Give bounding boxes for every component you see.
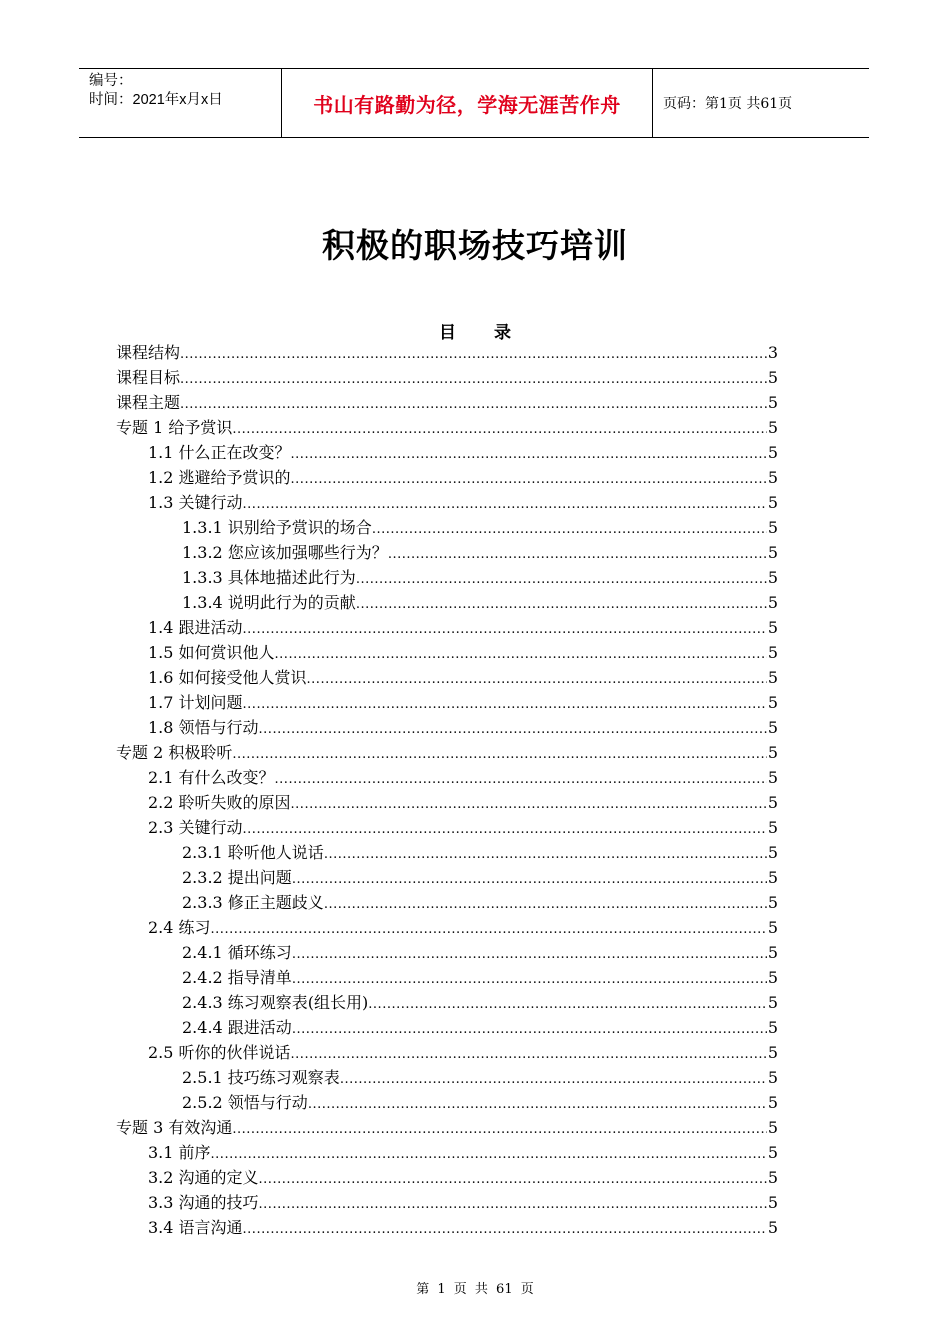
- toc-entry[interactable]: [116, 1115, 778, 1140]
- toc-entry[interactable]: [116, 690, 778, 715]
- toc-leader-dots: [368, 992, 767, 1017]
- toc-entry-text: 3.1 前序: [148, 1143, 211, 1162]
- toc-entry[interactable]: [116, 415, 778, 440]
- toc-entry[interactable]: [116, 390, 778, 415]
- toc-entry-page: 5: [767, 918, 778, 937]
- toc-entry[interactable]: [116, 540, 778, 565]
- toc-leader-dots: [388, 542, 767, 567]
- toc-leader-dots: [292, 967, 767, 992]
- page-header: [79, 68, 869, 138]
- toc-entry[interactable]: [116, 440, 778, 465]
- toc-leader-dots: [232, 742, 766, 767]
- toc-entry-page: 5: [767, 1043, 778, 1062]
- toc-entry-text: 2.1 有什么改变？: [148, 768, 275, 787]
- toc-entry-page: 5: [767, 368, 778, 387]
- toc-entry-page: 3: [767, 343, 778, 362]
- toc-leader-dots: [243, 1217, 767, 1242]
- toc-entry[interactable]: [116, 815, 778, 840]
- toc-leader-dots: [180, 342, 767, 367]
- toc-leader-dots: [259, 1192, 767, 1217]
- toc-entry[interactable]: [116, 465, 778, 490]
- toc-leader-dots: [372, 517, 767, 542]
- toc-leader-dots: [291, 467, 767, 492]
- toc-entry-page: 5: [767, 468, 778, 487]
- toc-entry[interactable]: [116, 1040, 778, 1065]
- toc-entry-text: 2.5 听你的伙伴说话: [148, 1043, 291, 1062]
- toc-entry-text: 1.3 关键行动: [148, 493, 243, 512]
- time-label: 时间：2021年x月x日: [89, 92, 223, 108]
- header-motto: 书山有路勤为径，学海无涯苦作舟: [281, 69, 653, 137]
- toc-entry-text: 2.5.1 技巧练习观察表: [182, 1068, 340, 1087]
- toc-heading-left: 目: [439, 323, 456, 343]
- toc-entry-page: 5: [767, 993, 778, 1012]
- toc-leader-dots: [291, 442, 767, 467]
- toc-entry-page: 5: [767, 1068, 778, 1087]
- toc-entry[interactable]: [116, 1065, 778, 1090]
- toc-entry-text: 2.3 关键行动: [148, 818, 243, 837]
- toc-entry-text: 1.3.2 您应该加强哪些行为？: [182, 543, 388, 562]
- toc-entry[interactable]: [116, 665, 778, 690]
- toc-entry-text: 1.2 逃避给予赏识的: [148, 468, 291, 487]
- toc-entry[interactable]: [116, 1215, 778, 1240]
- toc-entry-page: 5: [767, 443, 778, 462]
- toc-entry-text: 1.8 领悟与行动: [148, 718, 259, 737]
- toc-entry[interactable]: [116, 340, 778, 365]
- toc-entry[interactable]: [116, 490, 778, 515]
- toc-entry-page: 5: [767, 893, 778, 912]
- toc-leader-dots: [275, 767, 767, 792]
- toc-entry-text: 2.4.2 指导清单: [182, 968, 292, 987]
- toc-entry-text: 2.5.2 领悟与行动: [182, 1093, 308, 1112]
- table-of-contents: [116, 340, 778, 1240]
- toc-leader-dots: [211, 1142, 767, 1167]
- toc-entry-text: 3.2 沟通的定义: [148, 1168, 259, 1187]
- toc-leader-dots: [180, 367, 767, 392]
- header-meta: [79, 69, 281, 137]
- toc-entry[interactable]: [116, 765, 778, 790]
- toc-entry-page: 5: [767, 493, 778, 512]
- toc-entry-page: 5: [767, 1218, 778, 1237]
- toc-entry[interactable]: [116, 740, 778, 765]
- toc-leader-dots: [308, 1092, 767, 1117]
- toc-entry[interactable]: [116, 715, 778, 740]
- toc-entry[interactable]: [116, 1140, 778, 1165]
- toc-entry-page: 5: [767, 793, 778, 812]
- toc-entry[interactable]: [116, 790, 778, 815]
- toc-leader-dots: [243, 492, 767, 517]
- toc-leader-dots: [180, 392, 767, 417]
- toc-entry[interactable]: [116, 940, 778, 965]
- toc-entry[interactable]: [116, 615, 778, 640]
- toc-entry[interactable]: [116, 590, 778, 615]
- toc-entry-page: 5: [767, 818, 778, 837]
- toc-entry[interactable]: [116, 890, 778, 915]
- toc-entry-text: 专题 2 积极聆听: [116, 743, 233, 762]
- toc-leader-dots: [292, 942, 767, 967]
- toc-leader-dots: [291, 792, 767, 817]
- toc-entry-text: 2.4 练习: [148, 918, 211, 937]
- toc-entry-page: 5: [767, 393, 778, 412]
- toc-entry-page: 5: [767, 593, 778, 612]
- toc-entry-page: 5: [767, 718, 778, 737]
- toc-entry[interactable]: [116, 565, 778, 590]
- toc-entry[interactable]: [116, 990, 778, 1015]
- toc-entry-page: 5: [767, 518, 778, 537]
- toc-entry-text: 1.6 如何接受他人赏识: [148, 668, 307, 687]
- toc-entry-page: 5: [767, 843, 778, 862]
- toc-entry-text: 1.3.4 说明此行为的贡献: [182, 593, 356, 612]
- toc-leader-dots: [324, 892, 767, 917]
- toc-entry-text: 2.3.2 提出问题: [182, 868, 292, 887]
- toc-entry-text: 1.3.3 具体地描述此行为: [182, 568, 356, 587]
- toc-entry[interactable]: [116, 1090, 778, 1115]
- toc-entry-text: 2.4.4 跟进活动: [182, 1018, 292, 1037]
- toc-entry[interactable]: [116, 965, 778, 990]
- toc-entry-text: 2.2 聆听失败的原因: [148, 793, 291, 812]
- toc-entry-text: 2.3.1 聆听他人说话: [182, 843, 324, 862]
- toc-entry[interactable]: [116, 515, 778, 540]
- toc-entry-text: 课程主题: [116, 393, 181, 412]
- toc-entry-page: 5: [767, 1018, 778, 1037]
- toc-entry[interactable]: [116, 915, 778, 940]
- toc-entry-page: 5: [767, 943, 778, 962]
- toc-leader-dots: [275, 642, 767, 667]
- toc-leader-dots: [292, 1017, 767, 1042]
- toc-leader-dots: [211, 917, 767, 942]
- toc-entry[interactable]: [116, 365, 778, 390]
- toc-entry-text: 课程结构: [116, 343, 181, 362]
- toc-leader-dots: [356, 567, 767, 592]
- toc-leader-dots: [259, 1167, 767, 1192]
- toc-leader-dots: [324, 842, 767, 867]
- toc-entry-page: 5: [767, 743, 778, 762]
- number-label: 编号：: [89, 73, 133, 89]
- toc-leader-dots: [340, 1067, 767, 1092]
- toc-entry-text: 2.3.3 修正主题歧义: [182, 893, 324, 912]
- page-footer: 第 1 页 共 61 页: [416, 1282, 534, 1297]
- toc-entry-page: 5: [767, 868, 778, 887]
- toc-entry[interactable]: [116, 1165, 778, 1190]
- toc-leader-dots: [243, 692, 767, 717]
- toc-entry-page: 5: [767, 668, 778, 687]
- toc-entry-text: 1.5 如何赏识他人: [148, 643, 275, 662]
- toc-entry-text: 1.3.1 识别给予赏识的场合: [182, 518, 372, 537]
- toc-leader-dots: [243, 617, 767, 642]
- toc-entry-page: 5: [767, 643, 778, 662]
- toc-entry-text: 2.4.3 练习观察表(组长用): [182, 993, 369, 1012]
- toc-entry[interactable]: [116, 1015, 778, 1040]
- toc-entry-page: 5: [767, 1143, 778, 1162]
- toc-entry-text: 专题 3 有效沟通: [116, 1118, 233, 1137]
- toc-entry-page: 5: [767, 1193, 778, 1212]
- toc-entry[interactable]: [116, 640, 778, 665]
- toc-entry-text: 3.3 沟通的技巧: [148, 1193, 259, 1212]
- toc-leader-dots: [356, 592, 767, 617]
- toc-entry-page: 5: [767, 543, 778, 562]
- toc-entry-text: 2.4.1 循环练习: [182, 943, 292, 962]
- toc-entry[interactable]: [116, 1190, 778, 1215]
- document-title: 积极的职场技巧培训: [322, 226, 628, 265]
- toc-entry-text: 3.4 语言沟通: [148, 1218, 243, 1237]
- header-page-info: 页码：第1页 共61页: [663, 96, 793, 112]
- toc-entry-page: 5: [767, 618, 778, 637]
- toc-leader-dots: [291, 1042, 767, 1067]
- toc-leader-dots: [259, 717, 767, 742]
- toc-heading-right: 录: [494, 323, 511, 343]
- toc-entry-page: 5: [767, 768, 778, 787]
- toc-entry-text: 1.7 计划问题: [148, 693, 243, 712]
- toc-leader-dots: [232, 417, 766, 442]
- toc-leader-dots: [307, 667, 767, 692]
- toc-entry-text: 专题 1 给予赏识: [116, 418, 233, 437]
- toc-entry-page: 5: [767, 1168, 778, 1187]
- toc-leader-dots: [243, 817, 767, 842]
- toc-entry-page: 5: [767, 1093, 778, 1112]
- toc-leader-dots: [292, 867, 767, 892]
- toc-entry-page: 5: [767, 418, 778, 437]
- toc-entry[interactable]: [116, 865, 778, 890]
- toc-entry-page: 5: [767, 568, 778, 587]
- toc-entry-text: 课程目标: [116, 368, 181, 387]
- toc-entry-page: 5: [767, 968, 778, 987]
- toc-entry-page: 5: [767, 1118, 778, 1137]
- toc-entry-text: 1.4 跟进活动: [148, 618, 243, 637]
- toc-entry-text: 1.1 什么正在改变？: [148, 443, 291, 462]
- toc-entry-page: 5: [767, 693, 778, 712]
- toc-entry[interactable]: [116, 840, 778, 865]
- toc-leader-dots: [232, 1117, 766, 1142]
